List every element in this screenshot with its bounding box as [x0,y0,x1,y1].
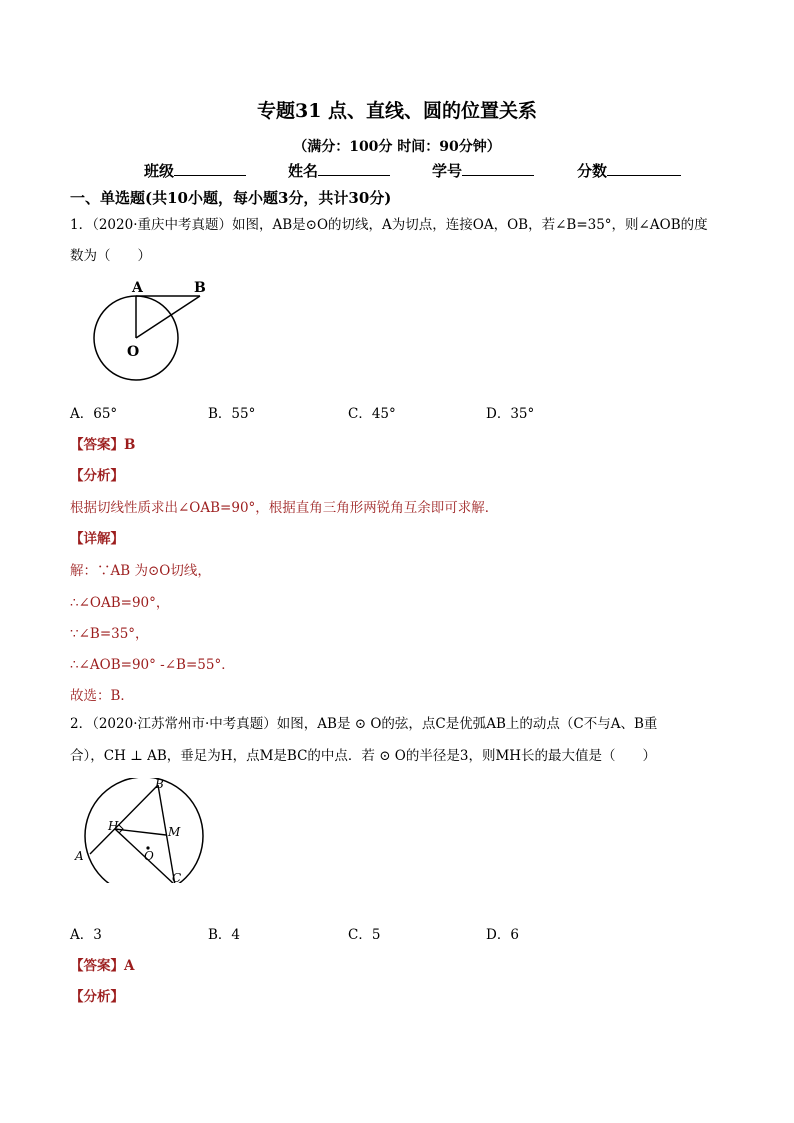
q1-detail-line: 故选：B． [70,688,134,704]
class-field [144,160,246,181]
q1-option-b[interactable]: B．55° [208,406,256,422]
name-blank[interactable] [318,161,390,176]
section-title: 一、单选题(共10小题，每小题3分，共计30分) [70,189,392,207]
q2-label-o: O [144,849,154,863]
q2-label-h: H [108,819,119,833]
q1-detail-line: ∴∠OAB=90°， [70,595,170,611]
q2-chord-ab [90,785,158,854]
name-field [288,160,390,181]
q1-option-d[interactable]: D．35° [486,406,535,422]
q1-detail-heading: 【详解】 [70,531,124,547]
q1-label-b: B [194,280,206,296]
q2-label-a: A [75,849,84,863]
q1-label-o: O [127,344,140,360]
q2-figure [70,778,215,883]
q2-option-c[interactable]: C．5 [348,927,381,943]
number-label: 学号 [432,162,463,180]
q1-detail-line: 解：∵AB 为⊙O切线， [70,563,211,579]
q1-analysis-heading: 【分析】 [70,468,124,484]
q2-label-c: C [172,871,182,883]
q1-option-c[interactable]: C．45° [348,406,396,422]
q1-stem-line1: 1．（2020·重庆中考真题）如图，AB是⊙O的切线，A为切点，连接OA，OB，若∠B=35°，则∠AOB的度 [70,217,708,233]
q1-detail-line: ∴∠AOB=90° -∠B=55°． [70,657,235,673]
q1-figure [88,278,218,388]
q2-stem-line2: 合），CH ⊥ AB，垂足为H，点M是BC的中点．若 ⊙ O的半径是3，则MH长的最大值是（ ） [70,748,657,764]
q1-option-a[interactable]: A．65° [70,406,118,422]
score-blank[interactable] [607,161,681,176]
name-label: 姓名 [288,162,319,180]
q1-segment-ob [136,296,200,338]
q2-analysis-heading: 【分析】 [70,989,124,1005]
q2-label-m: M [168,825,181,839]
q1-analysis-text: 根据切线性质求出∠OAB=90°，根据直角三角形两锐角互余即可求解． [70,500,499,516]
q2-circle [85,778,203,883]
q1-detail-line: ∵∠B=35°， [70,626,149,642]
score-label: 分数 [577,162,608,180]
q2-option-a[interactable]: A．3 [70,927,102,943]
q2-stem-line1: 2．（2020·江苏常州市·中考真题）如图，AB是 ⊙ O的弦，点C是优弧AB上的动点（C不与A、B重 [70,716,658,732]
q1-answer: 【答案】B [70,437,136,453]
q2-label-b: B [155,778,164,791]
q1-stem-line2: 数为（ ） [70,248,151,264]
score-field [577,160,681,181]
number-blank[interactable] [462,161,534,176]
number-field [432,160,534,181]
class-blank[interactable] [174,161,246,176]
q2-option-b[interactable]: B．4 [208,927,241,943]
q2-option-d[interactable]: D．6 [486,927,519,943]
class-label: 班级 [144,162,175,180]
exam-subtitle: （满分：100分 时间：90分钟） [293,139,501,155]
q1-label-a: A [132,280,143,296]
page-title: 专题31 点、直线、圆的位置关系 [256,100,538,122]
q2-answer: 【答案】A [70,958,135,974]
